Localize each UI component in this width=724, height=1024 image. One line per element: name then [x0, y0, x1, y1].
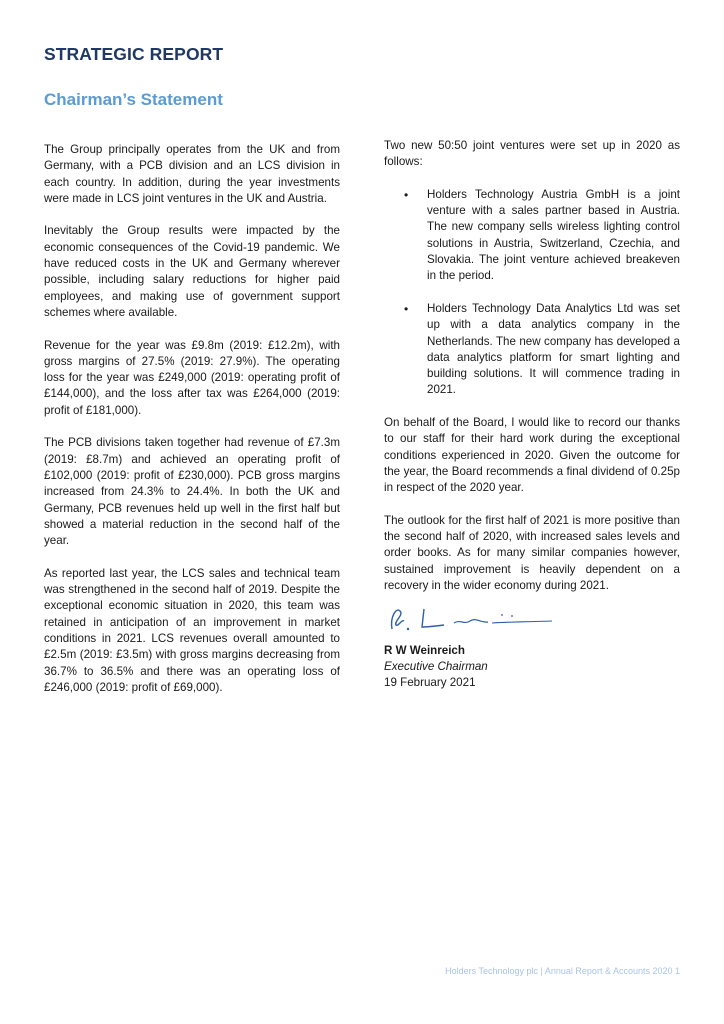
page-footer: Holders Technology plc | Annual Report & Accounts 2020 1 — [445, 966, 680, 976]
paragraph: The outlook for the first half of 2021 is more positive than the second half of 2020, with increased sales levels and order books. As for many similar companies however, sustained improvement is heavily dependent on a recovery in the wider economy during 2021. — [384, 513, 680, 593]
paragraph: Inevitably the Group results were impacted by the economic consequences of the Covid-19 pandemic. We have reduced costs in the UK and Germany wherever possible, including salary reductions for higher paid employees, and making use of government support schemes where available. — [44, 224, 340, 319]
signature-image — [384, 603, 680, 639]
page-title: Chairman’s Statement — [44, 90, 223, 109]
list-item: • Holders Technology Data Analytics Ltd was set up with a data analytics company in the Netherlands. The new company has developed a data analytics platform for smart lighting and building solutions. It will commence trading in 2021. — [384, 301, 680, 399]
signatory-role: Executive Chairman — [384, 659, 488, 673]
left-column — [44, 142, 340, 712]
paragraph: As reported last year, the LCS sales and technical team was strengthened in the second half of 2019. Despite the exceptional economic situation in 2020, this team was retained in anticipation of an improvement in market conditions in 2021. LCS revenues overall amounted to £2.5m (2019: £3.5m) with gross margins decreasing from 36.7% to 36.5% and there was an operating loss of £246,000 (2019: profit of £69,000). — [44, 566, 340, 694]
paragraph: The Group principally operates from the UK and from Germany, with a PCB division and an LCS division in each country. In addition, during the year investments were made in LCS joint ventures in the UK and Austria. — [44, 143, 340, 205]
signatory-name: R W Weinreich — [384, 643, 465, 657]
paragraph: The PCB divisions taken together had revenue of £7.3m (2019: £8.7m) and achieved an operating profit of £102,000 (2019: profit of £230,000). PCB gross margins increased from 24.3% to 24.4%. In both the UK and Germany, PCB revenues held up well in the first half but showed a material reduction in the second half of the year. — [44, 436, 340, 548]
joint-ventures-list — [384, 187, 680, 399]
list-item: • Holders Technology Austria GmbH is a joint venture with a sales partner based in Austria. The new company sells wireless lighting control solutions in Austria, Switzerland, Czechia, and Slovakia. The joint venture achieved breakeven in the period. — [384, 187, 680, 285]
right-column — [384, 138, 680, 692]
paragraph: On behalf of the Board, I would like to record our thanks to our staff for their hard work during the exceptional conditions experienced in 2020. Given the outcome for the year, the Board recommends a final dividend of 0.25p in respect of the 2020 year. — [384, 416, 680, 495]
section-title: STRATEGIC REPORT — [44, 44, 224, 64]
paragraph: Revenue for the year was £9.8m (2019: £12.2m), with gross margins of 27.5% (2019: 27.9%). The operating loss for the year was £249,000 (2019: operating profit of £144,000), and the loss after tax was £264,000 (2019: profit of £181,000). — [44, 338, 340, 417]
signature-date: 19 February 2021 — [384, 676, 476, 690]
paragraph: Two new 50:50 joint ventures were set up in 2020 as follows: — [384, 139, 680, 169]
